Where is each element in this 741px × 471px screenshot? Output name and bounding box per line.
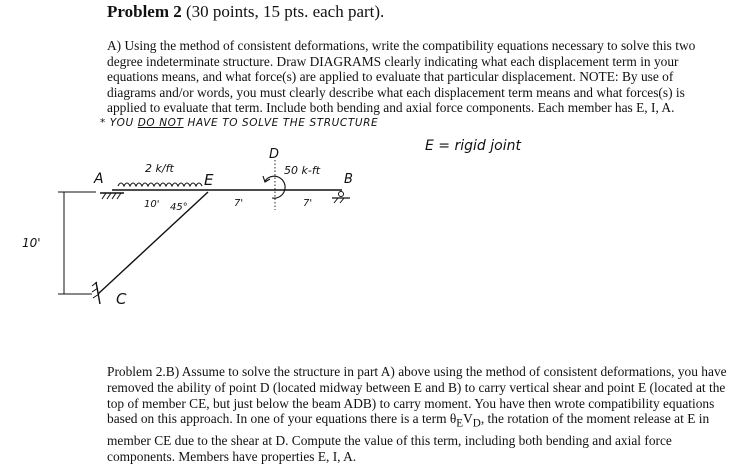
dim-ed-label: 7' (234, 198, 244, 209)
problem-number: Problem 2 (107, 2, 182, 21)
dim-db-label: 7' (303, 198, 313, 209)
height-dimension (58, 192, 96, 294)
part-b-sub-1: E (456, 418, 464, 431)
part-b-text (107, 364, 735, 464)
note-underlined: DO NOT (137, 117, 184, 129)
dim-ae-label: 10' (144, 199, 160, 210)
label-e: E (204, 171, 214, 189)
note-suffix: HAVE TO SOLVE THE STRUCTURE (183, 117, 379, 129)
point-load-label: 50 k-ft (284, 164, 321, 177)
part-b-text-2: V (463, 411, 473, 427)
distributed-load-label: 2 k/ft (145, 162, 174, 175)
support-b (332, 192, 350, 204)
part-b-text-1: Problem 2.B) Assume to solve the structure in part A) above using the method of consistent deformations, you have removed the ability of point D (located midway between E and B) to carry vertical shear and point E (located at the top of member CE, but just below the beam ADB) to carry moment. You have then wrote compatibility equations based on this approach. In one of your equations there is a term θ (107, 364, 727, 427)
angle-label: 45° (170, 202, 188, 213)
label-c: C (116, 290, 127, 308)
support-a (100, 193, 124, 199)
label-a: A (94, 171, 104, 187)
problem-points: (30 points, 15 pts. each part). (186, 2, 385, 21)
label-d: D (269, 147, 280, 162)
moment-arrow-d (263, 160, 285, 210)
rigid-joint-note: E = rigid joint (425, 138, 521, 154)
height-label: 10' (22, 236, 41, 250)
note-prefix: * YOU (100, 117, 138, 129)
distributed-load (118, 183, 202, 186)
part-b-sub-2: D (472, 418, 481, 431)
label-b: B (344, 172, 353, 187)
part-b-text-3: , the rotation of the moment release at E in member CE due to the shear at D. Compute the value of this term, including both bending and axial force components. Members have properties E, I, A. (107, 411, 710, 464)
part-a-text: A) Using the method of consistent deformations, write the compatibility equations necessary to solve this two degree indeterminate structure. Draw DIAGRAMS clearly indicating what each displacement term in your equations means, and what force(s) are applied to evaluate that particular displacement. NOTE: By use of diagrams and/or words, you must clearly describe what each displacement term means and what forces(s) is applied to evaluate that term. Include both bending and axial force components. Each member has E, I, A. (107, 38, 696, 116)
